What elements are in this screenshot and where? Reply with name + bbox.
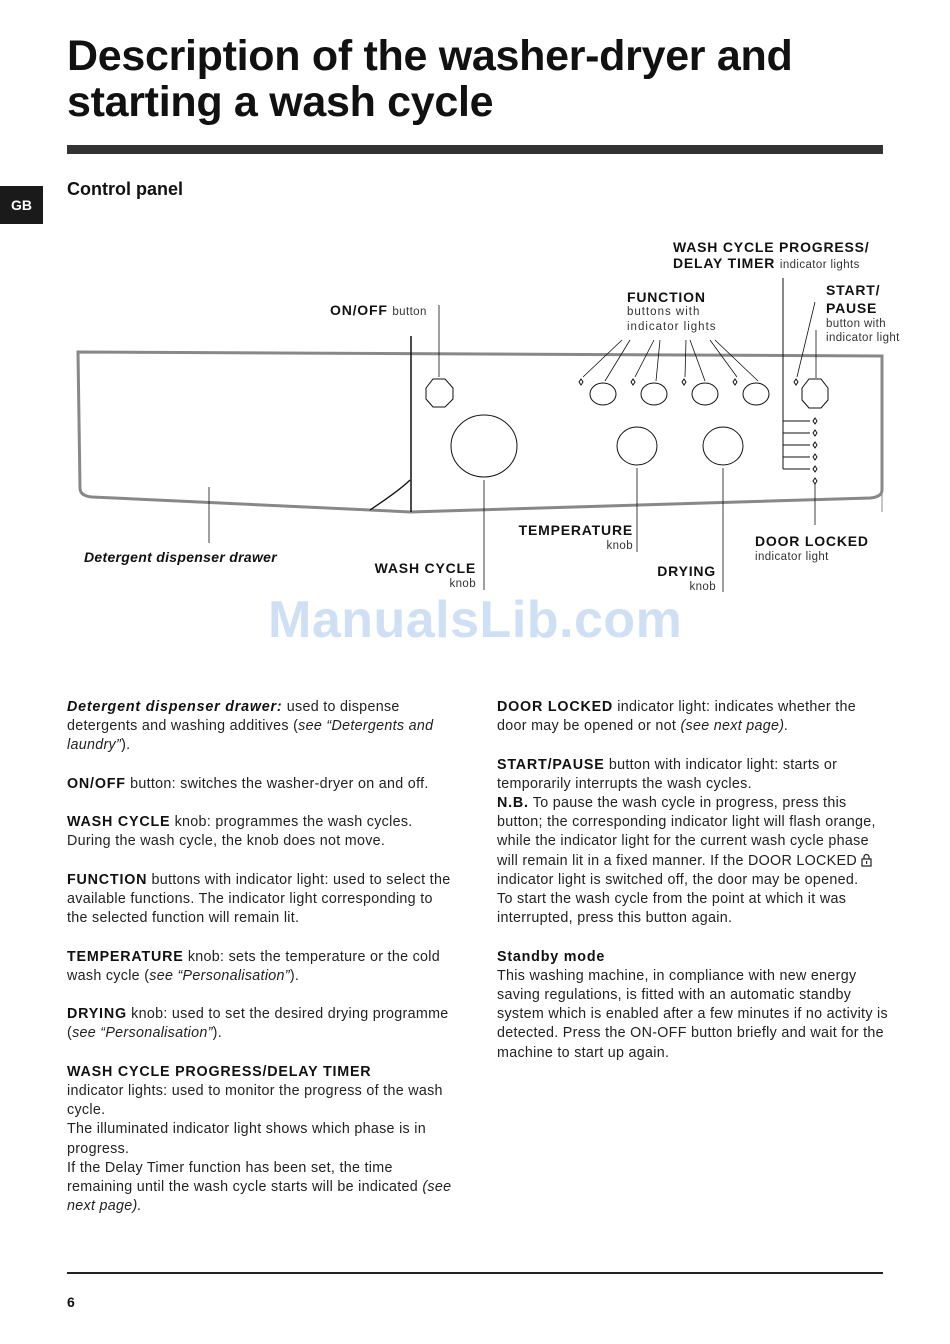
para-restart: To start the wash cycle from the point at which it was interrupted, press this button again. [497, 891, 847, 927]
label-door-locked: DOOR LOCKED indicator light [755, 533, 869, 563]
label-drying: DRYING knob [657, 563, 716, 593]
para-function: FUNCTION buttons with indicator light: used to select the available functions. The indicator light corresponding to the selected function will remain lit. [67, 871, 451, 927]
control-panel-diagram [0, 0, 950, 620]
label-temperature: TEMPERATURE knob [518, 522, 633, 552]
right-column [497, 698, 889, 1082]
para-standby: This washing machine, in compliance with new energy saving regulations, is fitted with an automatic standby system which is enabled after a few minutes if no activity is detected. Press the ON-OFF button briefly and wait for the machine to start up again. [497, 967, 888, 1061]
para-progress-c: The illuminated indicator light shows which phase is in progress. [67, 1121, 427, 1157]
footer-rule [67, 1272, 883, 1274]
label-start-pause: START/ PAUSE button with indicator light [826, 282, 900, 344]
para-nb: N.B. To pause the wash cycle in progress, press this button; the corresponding indicator light will flash orange, while the indicator light for the current wash cycle phase will remain lit in a fixed manner. If the DOOR LOCKED indicator light is switched off, the door may be opened. [497, 795, 876, 888]
page-number: 6 [67, 1294, 75, 1310]
para-wash-cycle: WASH CYCLE knob: programmes the wash cycles. During the wash cycle, the knob does not move. [67, 814, 413, 850]
para-door-locked: DOOR LOCKED indicator light: indicates whether the door may be opened or not (see next page). [497, 699, 856, 735]
panel-outline [78, 336, 882, 512]
para-progress-d: If the Delay Timer function has been set, the time remaining until the wash cycle starts will be indicated (see next page). [67, 1159, 452, 1215]
lock-icon [861, 853, 872, 867]
label-drawer: Detergent dispenser drawer [84, 549, 277, 565]
para-progress-heading: WASH CYCLE PROGRESS/DELAY TIMER [67, 1063, 372, 1080]
label-function: FUNCTION buttons with indicator lights [627, 289, 717, 333]
para-progress-a: indicator lights: used to monitor the progress of the wash cycle. [67, 1082, 443, 1119]
para-start-pause: START/PAUSE button with indicator light: starts or temporarily interrupts the wash cycles. [497, 756, 838, 792]
para-onoff: ON/OFF button: switches the washer-dryer on and off. [67, 775, 429, 792]
left-column [67, 698, 455, 1216]
standby-heading: Standby mode [497, 948, 606, 965]
para-drawer: Detergent dispenser drawer: used to dispense detergents and washing additives (see “Detergents and laundry”). [67, 699, 434, 754]
language-tab: GB [0, 186, 43, 224]
watermark: ManualsLib.com [268, 591, 683, 649]
page-title: Description of the washer-dryer and starting a wash cycle [67, 32, 793, 126]
label-wash-cycle: WASH CYCLE knob [374, 560, 476, 590]
para-temperature: TEMPERATURE knob: sets the temperature or the cold wash cycle (see “Personalisation”). [67, 948, 441, 984]
para-drying: DRYING knob: used to set the desired drying programme (see “Personalisation”). [67, 1006, 449, 1042]
label-onoff: ON/OFF button [330, 302, 427, 318]
section-heading: Control panel [67, 179, 183, 199]
label-wash-progress: WASH CYCLE PROGRESS/ DELAY TIMER indicator lights [673, 239, 870, 271]
